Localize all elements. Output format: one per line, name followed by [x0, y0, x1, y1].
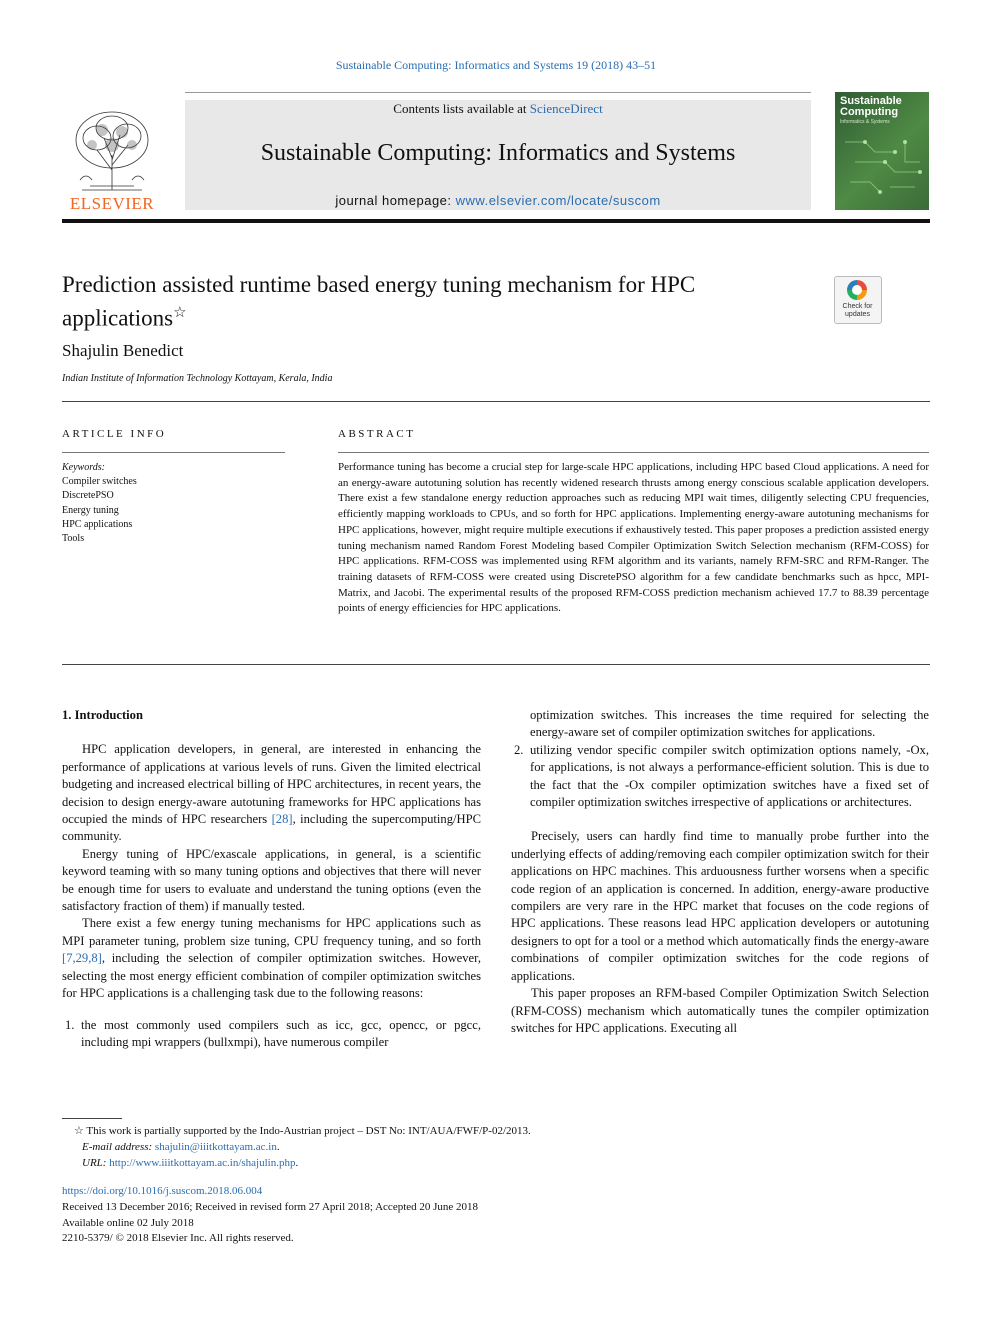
available-online: Available online 02 July 2018	[62, 1216, 194, 1229]
list-number: 1.	[65, 1017, 75, 1032]
email-link[interactable]: shajulin@iiitkottayam.ac.in	[154, 1141, 277, 1153]
keywords-label: Keywords:	[62, 462, 105, 473]
publication-info	[62, 1184, 930, 1247]
cover-subtitle: Informatics & Systems	[840, 119, 890, 125]
title-line1: Prediction assisted runtime based energy tuning mechanism for HPC	[62, 272, 696, 297]
homepage-prefix: journal homepage:	[335, 193, 456, 208]
abstract-rule	[338, 452, 929, 453]
abstract-bottom-rule	[62, 664, 930, 665]
contents-prefix: Contents lists available at	[393, 101, 530, 116]
footnote-text: This work is partially supported by the Indo-Austrian project – DST No: INT/AUA/FWF/P-02/2013.	[83, 1125, 531, 1137]
footnote-rule	[62, 1118, 122, 1119]
intro-paragraph-5: This paper proposes an RFM-based Compiler Optimization Switch Selection (RFM-COSS) mechanism which automatically tunes the compiler optimization switches for HPC applications. Executing all	[511, 986, 929, 1035]
abstract-text: Performance tuning has become a crucial step for large-scale HPC applications, including HPC based Cloud applications. A need for an energy-aware autotuning solution has recently widened research thrusts among energy conscious scalable application developers. There exist a few standalone energy reduction approaches such as reducing MPI wait times, diligently selecting CPU frequencies, efficiently mapping workloads to CPUs, and so forth for HPC applications. Implementing energy-aware autotuning mechanisms for HPC applications, however, might require multiple executions if exhaustively tested. This paper proposes a prediction assisted energy tuning mechanism named Random Forest Modeling based Compiler Optimization Switch Selection mechanism (RFM-COSS) for HPC applications. RFM-COSS was implemented using RFM algorithm and its variants, namely RFM-SRC and RFM-Ranger. The training datasets of RFM-COSS were created using DiscretePSO algorithm for a few candidate benchmarks such as hpcc, MPI-Matrix, and Jacobi. The experimental results of the proposed RFM-COSS prediction mechanism achieved 17.7 to 88.39 percentage points of energy efficiencies for HPC applications.	[338, 461, 929, 615]
paragraph-text: , including the supercomputing/HPC community.	[62, 812, 481, 844]
cover-title-line1: Sustainable	[840, 95, 902, 107]
paragraph-text: HPC application developers, in general, are interested in enhancing the performance of applications at various levels of runs. Given the limited electrical budgeting and increased electrical billing of HPC architectures, in recent years, the decision to design energy-aware autotuning frameworks for HPC applications has occupied the minds of HPC researchers	[62, 742, 481, 827]
badge-label	[834, 303, 881, 319]
paragraph-text: , including the selection of compiler optimization switches. However, selecting the most energy efficient combination of compiler optimization switches for HPC applications is a challenging task due to the following reasons:	[62, 951, 481, 1001]
homepage-url-link[interactable]: http://www.iiitkottayam.ac.in/shajulin.php	[109, 1157, 296, 1169]
email-footnote	[62, 1139, 930, 1155]
banner-top-rule	[185, 92, 811, 93]
sciencedirect-link[interactable]: ScienceDirect	[529, 101, 603, 116]
homepage-link[interactable]: www.elsevier.com/locate/suscom	[455, 193, 661, 208]
info-top-rule	[62, 401, 930, 402]
badge-label-line1: Check for	[842, 303, 873, 310]
badge-label-line2: updates	[845, 311, 870, 318]
keyword: HPC applications	[62, 518, 133, 530]
body-right-column	[511, 707, 929, 1037]
list-item-continued: optimization switches. This increases the time required for selecting the energy-aware set of compiler optimization switches for applications.	[530, 708, 929, 740]
received-dates: Received 13 December 2016; Received in revised form 27 April 2018; Accepted 20 June 2018	[62, 1200, 479, 1213]
email-label: E-mail address:	[82, 1141, 155, 1153]
journal-name: Sustainable Computing: Informatics and Systems	[260, 140, 736, 166]
list-item	[511, 742, 929, 812]
keyword: DiscretePSO	[62, 490, 114, 502]
copyright: 2210-5379/ © 2018 Elsevier Inc. All rights reserved.	[62, 1232, 294, 1245]
citation-link[interactable]: [28]	[271, 812, 293, 827]
body-left-column	[62, 707, 481, 1051]
abstract-heading: ABSTRACT	[338, 428, 416, 440]
title-line2: applications	[62, 305, 174, 331]
journal-citation[interactable]: Sustainable Computing: Informatics and Systems 19 (2018) 43–51	[335, 58, 657, 72]
footnotes	[62, 1123, 930, 1171]
intro-paragraph-3	[62, 915, 481, 1002]
section-heading-introduction: 1. Introduction	[62, 708, 143, 722]
author-affiliation: Indian Institute of Information Technology Kottayam, Kerala, India	[62, 373, 333, 384]
cover-title	[840, 96, 928, 118]
crossmark-center	[852, 285, 862, 295]
elsevier-wordmark: ELSEVIER	[69, 194, 155, 213]
keyword: Compiler switches	[62, 476, 137, 487]
funding-footnote	[62, 1123, 930, 1139]
list-text: utilizing vendor specific compiler switch optimization options namely, -Ox, for applications, is not always a performance-efficient solution. This is due to the fact that the -Ox compiler optimization switches have a fixed set of compiler optimization switches irrespective of applications or architectures.	[530, 742, 929, 810]
doi-link[interactable]: https://doi.org/10.1016/j.suscom.2018.06.004	[62, 1185, 263, 1197]
list-item	[62, 1017, 481, 1052]
title-footnote-mark[interactable]: ☆	[173, 305, 187, 321]
url-footnote	[62, 1155, 930, 1171]
url-label: URL:	[82, 1157, 110, 1169]
article-info-rule	[62, 452, 285, 453]
keyword: Tools	[62, 533, 85, 545]
list-text: the most commonly used compilers such as icc, gcc, opencc, or pgcc, including mpi wrappers (bullxmpi), have numerous compiler	[81, 1017, 481, 1049]
footnote-mark: ☆	[74, 1125, 84, 1137]
paragraph-text: There exist a few energy tuning mechanisms for HPC applications such as MPI parameter tuning, problem size tuning, CPU frequency tuning, and so forth	[62, 916, 481, 948]
keyword: Energy tuning	[62, 504, 119, 516]
article-info-heading: ARTICLE INFO	[62, 428, 167, 440]
author-name: Shajulin Benedict	[62, 341, 184, 360]
contents-line	[185, 101, 811, 117]
elsevier-logo	[62, 100, 162, 212]
intro-paragraph-4: Precisely, users can hardly find time to manually probe further into the underlying effects of adding/removing each compiler optimization switch for their applications on HPC machines. This arduousness further worsens when a specific code region of an application is concerned. In addition, energy-aware productive compilers are very rare in the HPC market that focuses on the code regions of HPC applications. These reasons lead HPC application developers or autotuning designers to opt for a tool or a method which automatically finds the energy-aware combinations of compiler optimization switches for the code regions of applications.	[511, 829, 929, 983]
header-divider	[62, 219, 930, 223]
cover-title-line2: Computing	[840, 106, 899, 118]
journal-homepage	[185, 193, 811, 208]
keywords-list	[62, 475, 137, 546]
article-title	[62, 270, 802, 333]
punctuation: .	[276, 1141, 280, 1153]
punctuation: .	[295, 1157, 299, 1169]
intro-paragraph-1	[62, 741, 481, 845]
citation-link[interactable]: [7,29,8]	[62, 951, 102, 966]
list-number: 2.	[514, 742, 524, 757]
intro-paragraph-2: Energy tuning of HPC/exascale applications, in general, is a scientific keyword teaming with so many tuning options and objectives that there will never be enough time for users to evaluate and understand the tuning options (even the satisfactory fraction of them) if manually tested.	[62, 846, 481, 914]
